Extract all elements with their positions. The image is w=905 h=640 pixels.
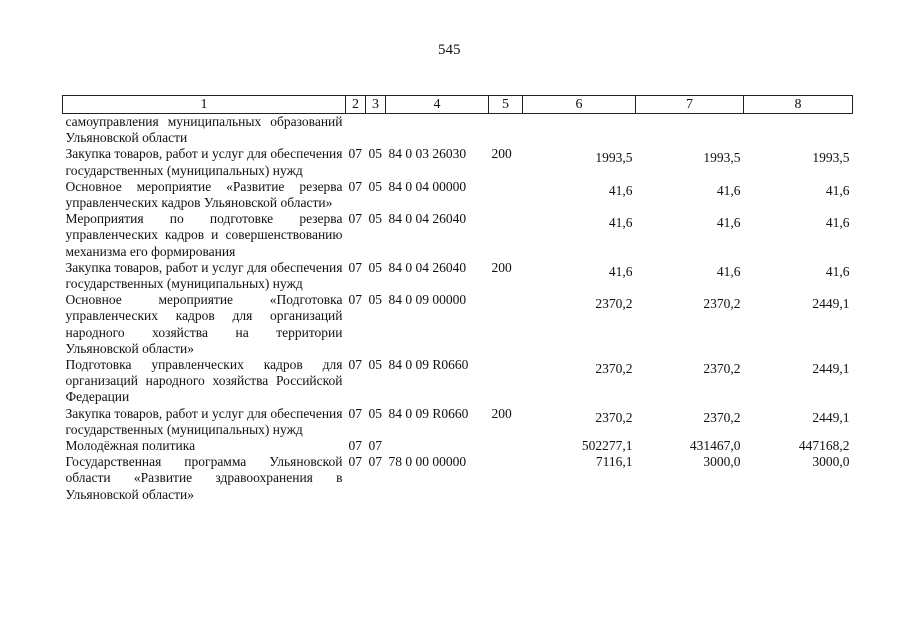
column-header-7: 7 <box>636 96 744 114</box>
row-amount-8: 41,6 <box>825 215 850 231</box>
column-header-1: 1 <box>63 96 346 114</box>
row-amount-8: 41,6 <box>825 182 850 198</box>
row-amount-6: 41,6 <box>608 182 633 198</box>
table-row <box>63 146 853 178</box>
row-amount-6: 41,6 <box>608 215 633 231</box>
table-row <box>63 260 853 292</box>
row-amount-8: 447168,2 <box>798 438 850 454</box>
row-amount-6: 1993,5 <box>595 150 633 166</box>
row-amount-6 <box>523 114 636 147</box>
row-section: 07 <box>348 259 362 275</box>
table-row <box>63 114 853 147</box>
row-amount-8: 1993,5 <box>812 150 850 166</box>
row-subsection <box>366 114 386 147</box>
row-target-article: 84 0 04 26040 <box>388 259 467 275</box>
table-header-row <box>63 96 853 114</box>
row-subsection: 05 <box>368 146 382 162</box>
row-section: 07 <box>348 438 362 454</box>
row-expense-type: 200 <box>491 146 512 162</box>
row-amount-8: 41,6 <box>825 263 850 279</box>
table-row <box>63 438 853 454</box>
row-expense-type <box>489 179 523 211</box>
row-amount-7: 41,6 <box>716 263 741 279</box>
row-amount-8: 3000,0 <box>812 454 850 470</box>
row-target-article: 84 0 04 26040 <box>388 211 467 227</box>
row-amount-7: 41,6 <box>716 182 741 198</box>
row-description: самоуправления муниципальных образований Ульяновской области <box>65 114 343 146</box>
table-row <box>63 292 853 357</box>
row-subsection: 05 <box>368 211 382 227</box>
row-subsection: 05 <box>368 357 382 373</box>
page-number: 545 <box>438 42 461 58</box>
table-row <box>63 357 853 406</box>
row-target-article: 84 0 09 R0660 <box>388 405 469 421</box>
row-expense-type <box>489 114 523 147</box>
column-header-4: 4 <box>386 96 489 114</box>
row-description: Молодёжная политика <box>65 438 196 454</box>
row-amount-7 <box>636 114 744 147</box>
column-header-2: 2 <box>346 96 366 114</box>
column-header-6: 6 <box>523 96 636 114</box>
row-subsection: 05 <box>368 292 382 308</box>
row-subsection: 05 <box>368 178 382 194</box>
row-amount-7: 2370,2 <box>703 296 741 312</box>
row-subsection: 05 <box>368 259 382 275</box>
row-target-article: 84 0 04 00000 <box>388 178 467 194</box>
table-row <box>63 454 853 503</box>
row-amount-8: 2449,1 <box>812 409 850 425</box>
row-target-article <box>386 438 489 454</box>
row-description: Закупка товаров, работ и услуг для обеспечения государственных (муниципальных) нужд <box>65 405 343 437</box>
row-amount-7: 41,6 <box>716 215 741 231</box>
row-section: 07 <box>348 146 362 162</box>
budget-table <box>62 95 853 503</box>
row-amount-8 <box>744 114 853 147</box>
row-subsection: 07 <box>368 438 382 454</box>
row-description: Основное мероприятие «Развитие резерва управленческих кадров Ульяновской области» <box>65 178 343 211</box>
row-amount-6: 2370,2 <box>595 361 633 377</box>
row-subsection: 07 <box>368 454 382 470</box>
row-description: Подготовка управленческих кадров для организаций народного хозяйства Российской Федерации <box>65 357 343 405</box>
row-amount-6: 2370,2 <box>595 409 633 425</box>
row-expense-type: 200 <box>491 405 512 421</box>
row-target-article: 78 0 00 00000 <box>388 454 467 470</box>
row-description: Закупка товаров, работ и услуг для обеспечения государственных (муниципальных) нужд <box>65 146 343 178</box>
row-target-article <box>386 114 489 147</box>
row-expense-type <box>489 211 523 260</box>
row-target-article: 84 0 09 R0660 <box>388 357 469 373</box>
row-amount-7: 3000,0 <box>703 454 741 470</box>
table-row <box>63 179 853 211</box>
row-amount-6: 41,6 <box>608 263 633 279</box>
row-amount-6: 2370,2 <box>595 296 633 312</box>
row-section: 07 <box>348 357 362 373</box>
row-expense-type: 200 <box>491 259 512 275</box>
row-target-article: 84 0 09 00000 <box>388 292 467 308</box>
row-subsection: 05 <box>368 405 382 421</box>
row-amount-6: 502277,1 <box>581 438 633 454</box>
row-expense-type <box>489 357 523 406</box>
row-amount-6: 7116,1 <box>595 454 633 470</box>
row-section: 07 <box>348 454 362 470</box>
row-description: Мероприятия по подготовке резерва управленческих кадров и совершенствованию механизма его формирования <box>65 211 343 259</box>
row-amount-7: 1993,5 <box>703 150 741 166</box>
table-row <box>63 211 853 260</box>
row-section: 07 <box>348 178 362 194</box>
row-amount-7: 2370,2 <box>703 409 741 425</box>
table-row <box>63 406 853 438</box>
row-section: 07 <box>348 405 362 421</box>
row-section: 07 <box>348 292 362 308</box>
row-expense-type <box>489 292 523 357</box>
row-expense-type <box>489 454 523 503</box>
row-section: 07 <box>348 211 362 227</box>
row-amount-7: 431467,0 <box>689 438 741 454</box>
column-header-5: 5 <box>489 96 523 114</box>
column-header-3: 3 <box>366 96 386 114</box>
row-section <box>346 114 366 147</box>
row-amount-8: 2449,1 <box>812 296 850 312</box>
row-amount-8: 2449,1 <box>812 361 850 377</box>
row-description: Государственная программа Ульяновской области «Развитие здравоохранения в Ульяновской области» <box>65 454 343 502</box>
column-header-8: 8 <box>744 96 853 114</box>
row-description: Основное мероприятие «Подготовка управленческих кадров для организаций народного хозяйства на территории Ульяновской области» <box>65 292 343 356</box>
row-expense-type <box>489 438 523 454</box>
row-target-article: 84 0 03 26030 <box>388 146 467 162</box>
row-amount-7: 2370,2 <box>703 361 741 377</box>
row-description: Закупка товаров, работ и услуг для обеспечения государственных (муниципальных) нужд <box>65 259 343 292</box>
